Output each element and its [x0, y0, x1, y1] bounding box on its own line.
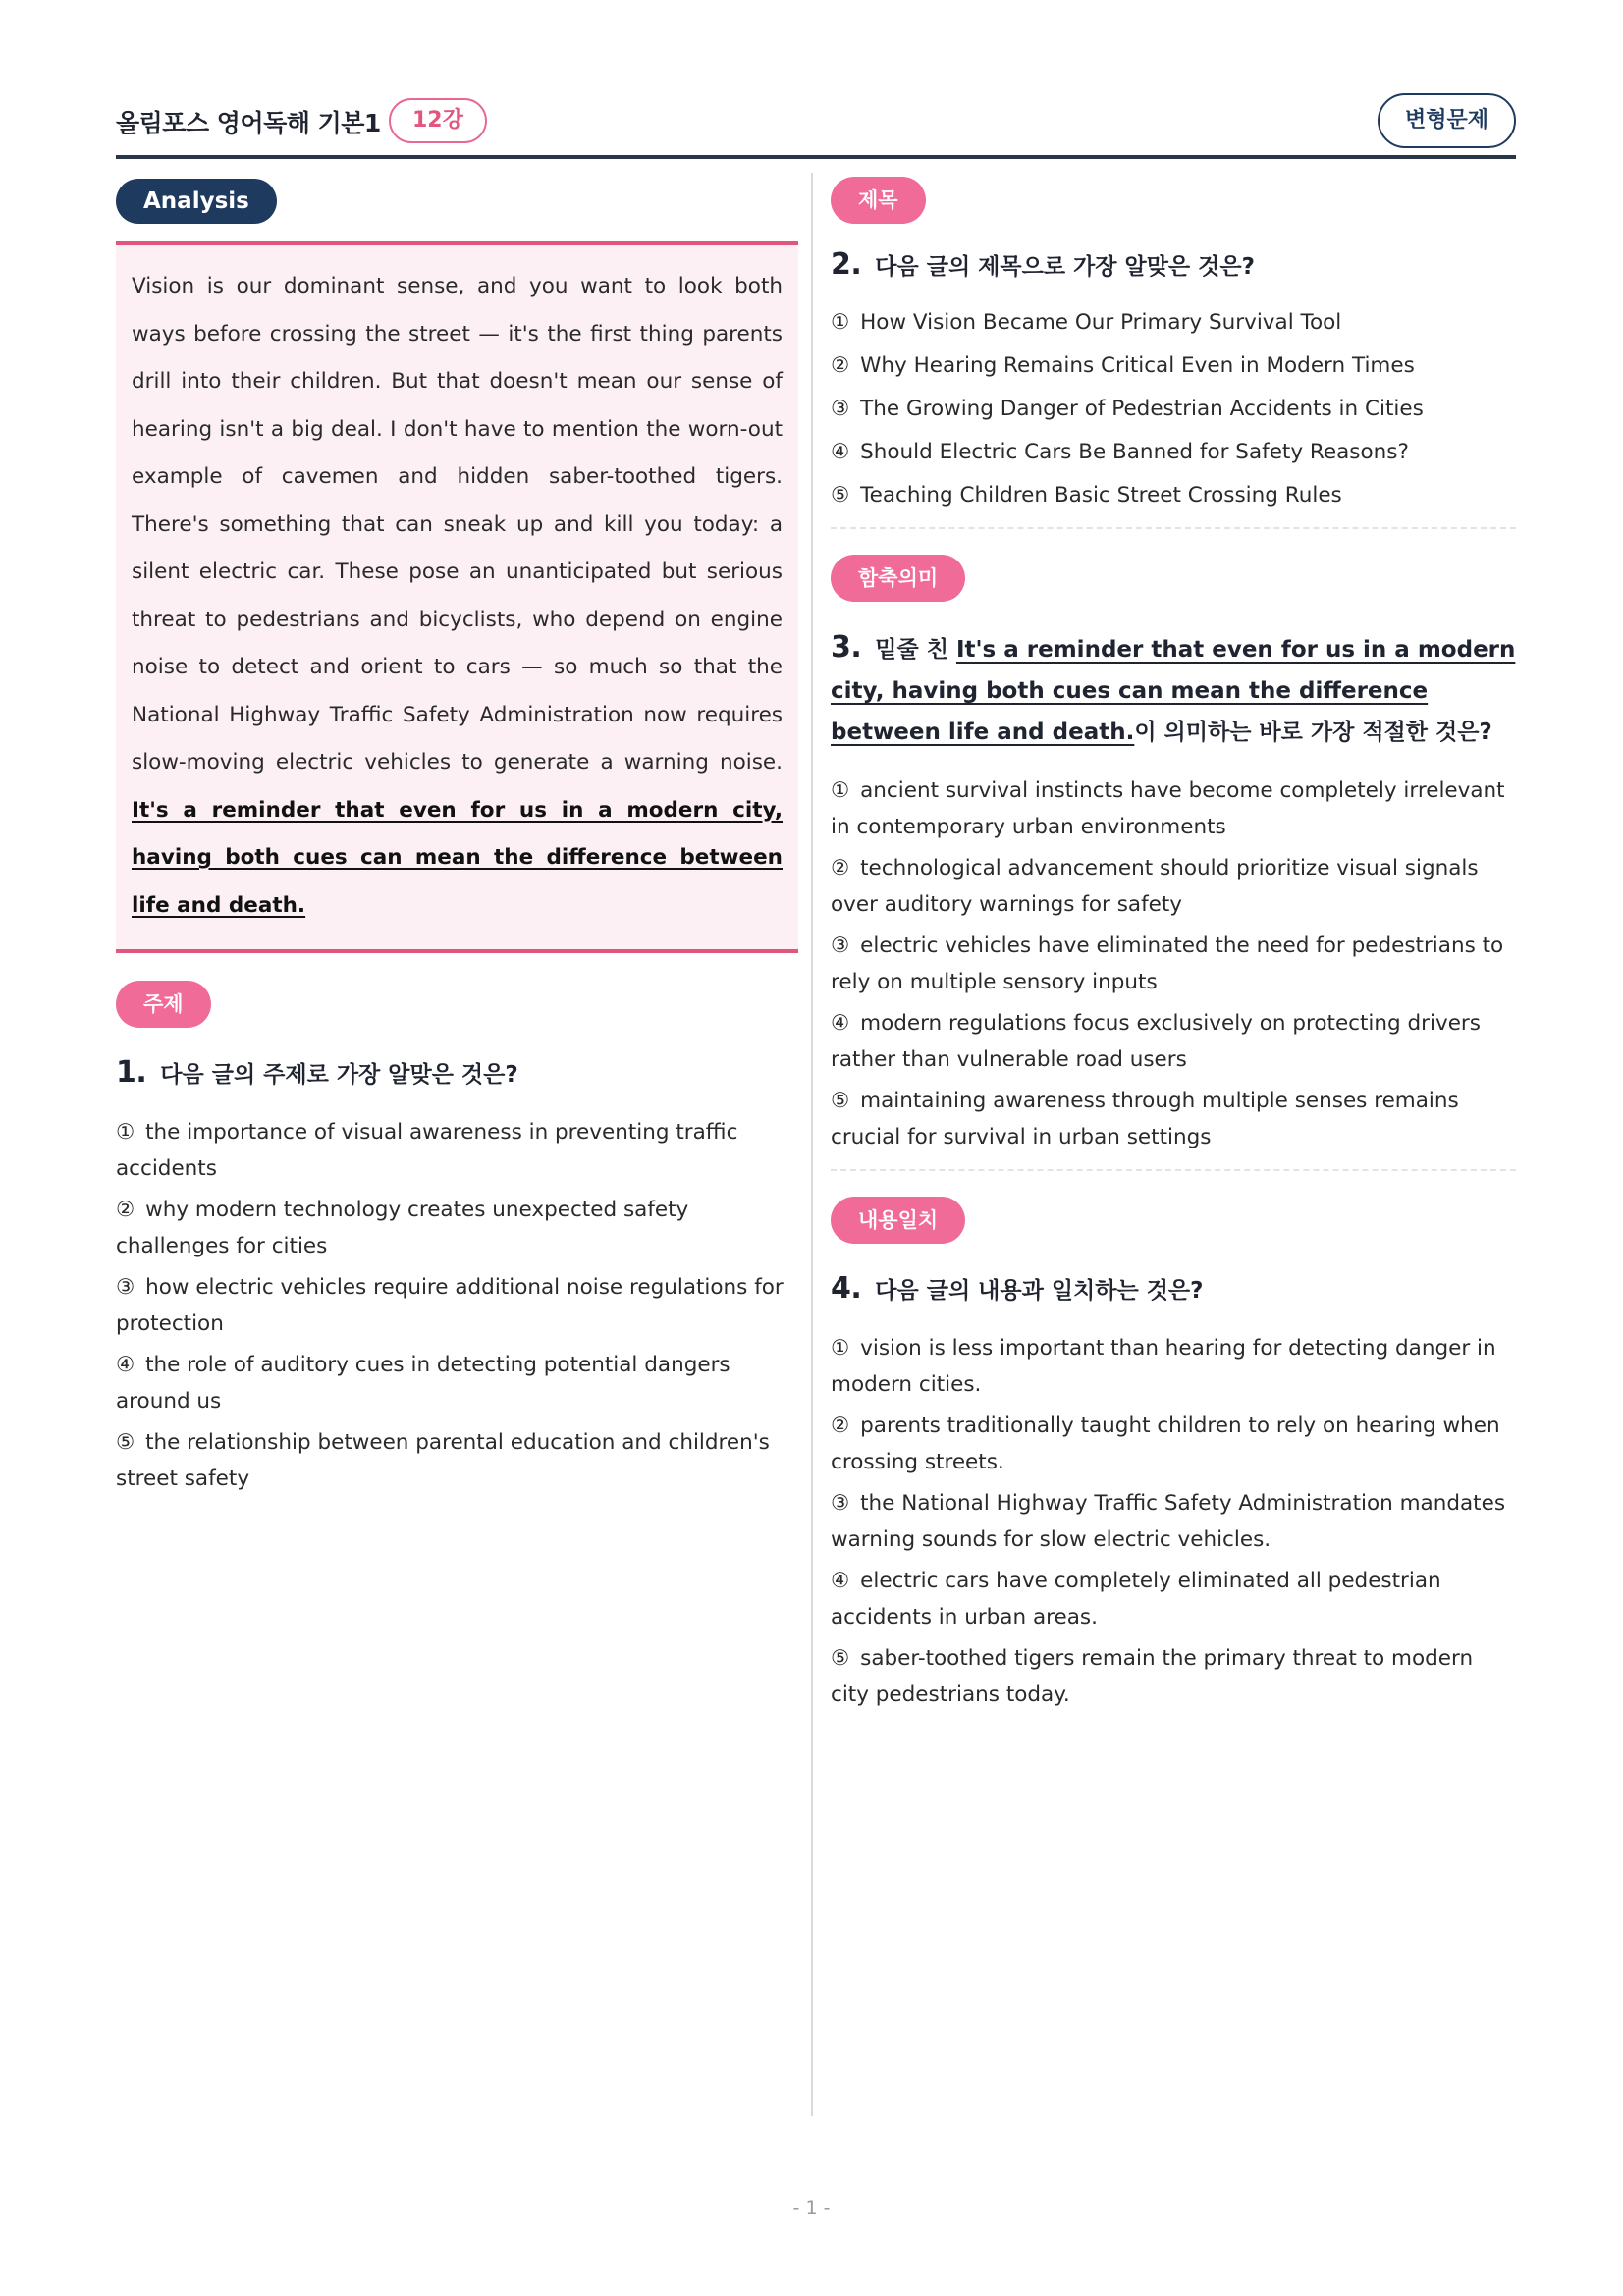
option-mark: ④ [831, 1569, 850, 1593]
q3-number: 3. [831, 630, 862, 665]
q1-title [116, 1053, 798, 1095]
option-text: maintaining awareness through multiple senses remains crucial for survival in urban settings [831, 1089, 1459, 1149]
q1-options [116, 1114, 798, 1497]
option-mark: ③ [831, 397, 850, 421]
section-separator [831, 1169, 1516, 1171]
q4-tag: 내용일치 [831, 1197, 965, 1244]
option-mark: ① [831, 1336, 850, 1361]
q2-option[interactable] [831, 347, 1516, 384]
q4-number: 4. [831, 1271, 862, 1306]
q2-option[interactable] [831, 304, 1516, 341]
q4-option[interactable] [831, 1563, 1516, 1635]
option-mark: ⑤ [116, 1430, 135, 1455]
option-text: electric vehicles have eliminated the need for pedestrians to rely on multiple sensory inputs [831, 934, 1504, 994]
option-text: The Growing Danger of Pedestrian Accidents in Cities [860, 397, 1424, 421]
analysis-label: Analysis [116, 179, 277, 224]
q3-prompt-post: 이 의미하는 바로 가장 적절한 것은? [1134, 720, 1492, 745]
q3-option[interactable] [831, 773, 1516, 845]
option-text: why modern technology creates unexpected safety challenges for cities [116, 1198, 689, 1258]
option-text: how electric vehicles require additional noise regulations for protection [116, 1275, 784, 1336]
option-text: saber-toothed tigers remain the primary threat to modern city pedestrians today. [831, 1646, 1474, 1707]
q3-option[interactable] [831, 850, 1516, 923]
question-1 [116, 981, 798, 1497]
q1-prompt: 다음 글의 주제로 가장 알맞은 것은? [160, 1062, 518, 1088]
option-text: parents traditionally taught children to rely on hearing when crossing streets. [831, 1414, 1500, 1474]
question-3 [831, 555, 1516, 1155]
option-mark: ⑤ [831, 483, 850, 507]
passage-plain: Vision is our dominant sense, and you want to look both ways before crossing the street — it's the first thing parents drill into their children. But that doesn't mean our sense of hearing isn't a big deal. I don't have to mention the worn-out example of cavemen and hidden saber-toothed tigers. There's something that can sneak up and kill you today: a silent electric car. These pose an unanticipated but serious threat to pedestrians and bicyclists, who depend on engine noise to detect and orient to cars — so much so that the National Highway Traffic Safety Administration now requires slow-moving electric vehicles to generate a warning noise. [132, 274, 783, 774]
option-text: ancient survival instincts have become completely irrelevant in contemporary urban environments [831, 778, 1505, 839]
q1-option[interactable] [116, 1347, 798, 1419]
option-mark: ① [116, 1120, 135, 1145]
q4-option[interactable] [831, 1408, 1516, 1480]
q3-underlined-sentence: It's a reminder that even for us in a modern city, having both cues can mean the difference between life and death. [831, 637, 1516, 745]
q3-options [831, 773, 1516, 1155]
option-mark: ③ [116, 1275, 135, 1300]
right-column [831, 177, 1516, 1718]
passage-box [116, 241, 798, 953]
q1-option[interactable] [116, 1114, 798, 1187]
q4-title [831, 1269, 1516, 1310]
q4-prompt: 다음 글의 내용과 일치하는 것은? [875, 1278, 1204, 1304]
q1-tag: 주제 [116, 981, 211, 1028]
option-mark: ② [831, 353, 850, 378]
passage-text [132, 263, 783, 930]
q2-number: 2. [831, 247, 862, 282]
option-text: modern regulations focus exclusively on protecting drivers rather than vulnerable road users [831, 1011, 1481, 1072]
q2-option[interactable] [831, 477, 1516, 513]
q1-option[interactable] [116, 1424, 798, 1497]
option-text: Why Hearing Remains Critical Even in Modern Times [860, 353, 1415, 378]
q3-prompt-pre: 밑줄 친 [875, 637, 956, 663]
option-text: the role of auditory cues in detecting potential dangers around us [116, 1353, 730, 1414]
q3-title [831, 627, 1516, 753]
q3-option[interactable] [831, 1005, 1516, 1078]
q1-option[interactable] [116, 1269, 798, 1342]
q4-option[interactable] [831, 1330, 1516, 1403]
option-text: the importance of visual awareness in preventing traffic accidents [116, 1120, 738, 1181]
section-separator [831, 527, 1516, 529]
q3-tag: 함축의미 [831, 555, 965, 602]
option-mark: ② [831, 1414, 850, 1438]
question-4 [831, 1197, 1516, 1713]
question-2 [831, 177, 1516, 513]
option-mark: ④ [831, 440, 850, 464]
option-mark: ① [831, 310, 850, 335]
option-text: vision is less important than hearing for detecting danger in modern cities. [831, 1336, 1496, 1397]
page-number: - 1 - [792, 2197, 831, 2218]
page-header [116, 94, 1516, 159]
q4-option[interactable] [831, 1485, 1516, 1558]
q2-prompt: 다음 글의 제목으로 가장 알맞은 것은? [875, 254, 1255, 280]
lesson-badge: 12강 [389, 98, 487, 143]
left-column [116, 179, 798, 1502]
option-text: the National Highway Traffic Safety Administration mandates warning sounds for slow electric vehicles. [831, 1491, 1506, 1552]
q4-option[interactable] [831, 1640, 1516, 1713]
q2-options [831, 304, 1516, 513]
q4-options [831, 1330, 1516, 1713]
option-mark: ③ [831, 934, 850, 958]
option-text: technological advancement should prioritize visual signals over auditory warnings for safety [831, 856, 1479, 917]
option-mark: ① [831, 778, 850, 803]
option-mark: ⑤ [831, 1646, 850, 1671]
q1-number: 1. [116, 1055, 147, 1090]
q3-option[interactable] [831, 1083, 1516, 1155]
column-divider [811, 173, 813, 2116]
q2-option[interactable] [831, 391, 1516, 427]
q2-title [831, 245, 1516, 287]
option-mark: ④ [116, 1353, 135, 1377]
passage-highlight: It's a reminder that even for us in a modern city, having both cues can mean the difference between life and death. [132, 797, 783, 918]
option-text: Teaching Children Basic Street Crossing Rules [860, 483, 1342, 507]
book-title: 올림포스 영어독해 기본1 [116, 109, 381, 137]
q3-option[interactable] [831, 928, 1516, 1000]
option-text: How Vision Became Our Primary Survival Tool [860, 310, 1342, 335]
q2-option[interactable] [831, 434, 1516, 470]
option-text: Should Electric Cars Be Banned for Safety Reasons? [860, 440, 1409, 464]
option-mark: ④ [831, 1011, 850, 1036]
option-mark: ② [116, 1198, 135, 1222]
option-mark: ② [831, 856, 850, 881]
option-text: electric cars have completely eliminated all pedestrian accidents in urban areas. [831, 1569, 1441, 1629]
q1-option[interactable] [116, 1192, 798, 1264]
option-mark: ③ [831, 1491, 850, 1516]
q2-tag: 제목 [831, 177, 926, 224]
type-badge: 변형문제 [1378, 93, 1516, 148]
option-text: the relationship between parental education and children's street safety [116, 1430, 770, 1491]
option-mark: ⑤ [831, 1089, 850, 1113]
